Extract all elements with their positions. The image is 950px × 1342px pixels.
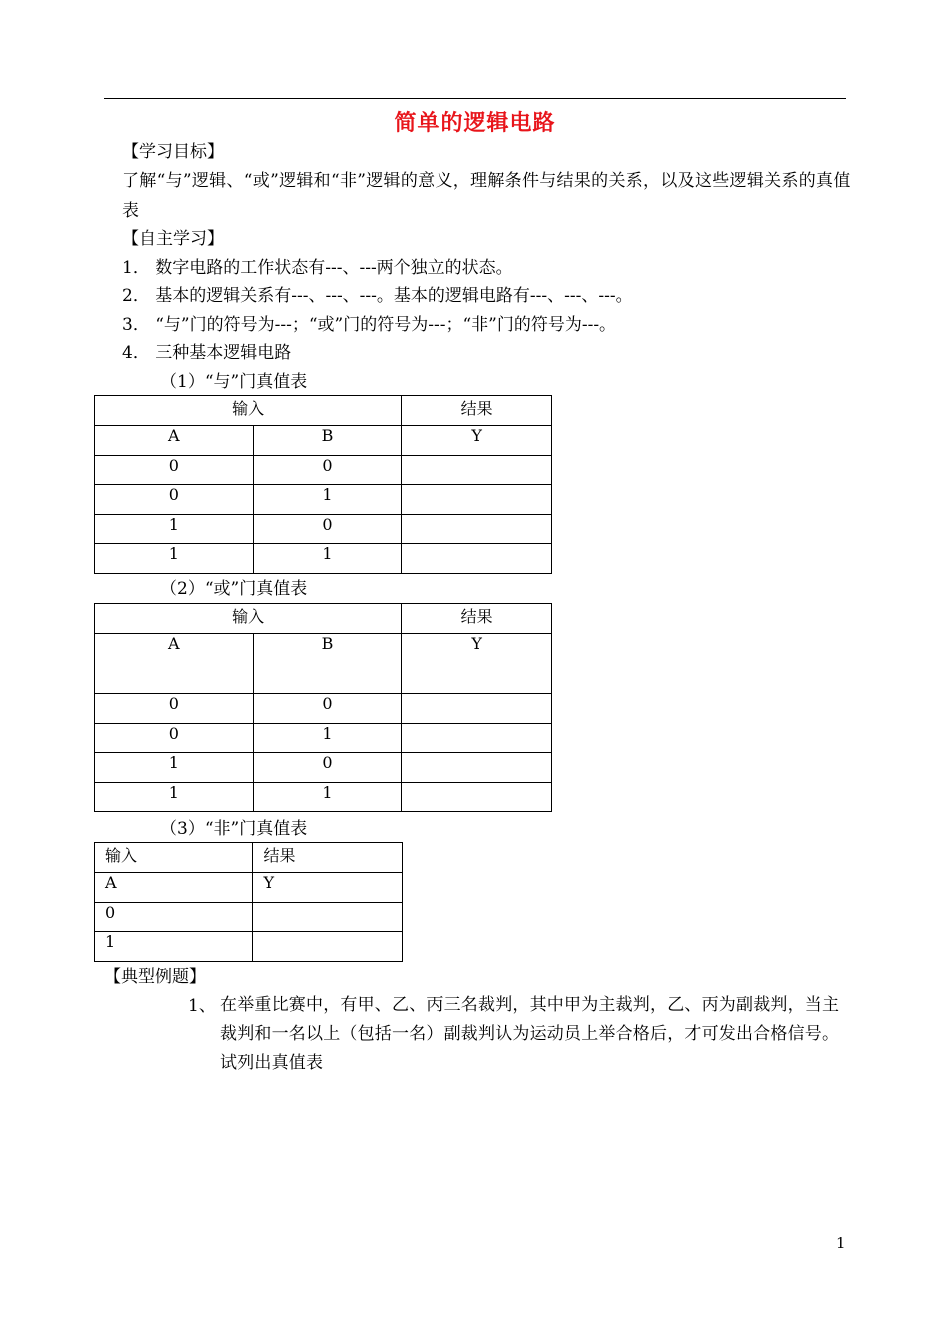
item-1: 1． 数字电路的工作状态有---、---两个独立的状态。 [122, 258, 513, 278]
item-3: 3． “与”门的符号为---；“或”门的符号为---；“非”门的符号为---。 [122, 315, 617, 335]
col-y: Y [402, 426, 552, 456]
table-row [95, 932, 403, 962]
example-heading: 【典型例题】 [104, 967, 206, 987]
cell-a: 0 [95, 456, 254, 485]
cell-b: 1 [253, 724, 402, 753]
result-header: 结果 [253, 843, 403, 873]
cell-y [402, 694, 552, 724]
table-row [95, 783, 552, 812]
result-header: 结果 [402, 396, 552, 426]
cell-y [402, 456, 552, 485]
not-truth-table [94, 842, 403, 962]
cell-a: 0 [95, 485, 254, 515]
table-row [95, 903, 403, 932]
cell-a: 1 [95, 544, 254, 574]
goal-heading: 【学习目标】 [122, 142, 224, 162]
cell-a: 1 [95, 515, 254, 544]
cell-y [402, 515, 552, 544]
table-row [95, 515, 552, 544]
result-header: 结果 [402, 604, 552, 634]
cell-a: 0 [95, 903, 253, 932]
page-title: 简单的逻辑电路 [394, 110, 556, 136]
header-rule [104, 98, 846, 99]
or-table-caption: （2）“或”门真值表 [160, 579, 308, 599]
input-header: 输入 [95, 396, 402, 426]
table-row [95, 485, 552, 515]
table-row [95, 753, 552, 783]
table-row [95, 456, 552, 485]
goal-text: 了解“与”逻辑、“或”逻辑和“非”逻辑的意义，理解条件与结果的关系，以及这些逻辑关系的真值表 [122, 171, 851, 221]
cell-a: 1 [95, 753, 254, 783]
cell-b: 0 [253, 515, 402, 544]
cell-y [402, 753, 552, 783]
cell-b: 1 [253, 485, 402, 515]
cell-a: 1 [95, 932, 253, 962]
col-y: Y [402, 634, 552, 694]
or-truth-table [94, 603, 552, 812]
cell-y [402, 485, 552, 515]
col-a: A [95, 634, 254, 694]
cell-a: 0 [95, 724, 254, 753]
cell-b: 1 [253, 783, 402, 812]
and-table-caption: （1）“与”门真值表 [160, 372, 308, 392]
cell-a: 0 [95, 694, 254, 724]
cell-a: 1 [95, 783, 254, 812]
item-4: 4． 三种基本逻辑电路 [122, 343, 292, 363]
col-a: A [95, 873, 253, 903]
table-row [95, 694, 552, 724]
example-text: 在举重比赛中，有甲、乙、丙三名裁判，其中甲为主裁判，乙、丙为副裁判，当主裁判和一名以上（包括一名）副裁判认为运动员上举合格后，才可发出合格信号。试列出真值表 [220, 995, 840, 1073]
cell-b: 0 [253, 694, 402, 724]
col-b: B [253, 426, 402, 456]
example-number: 1、 [188, 996, 216, 1016]
col-b: B [253, 634, 402, 694]
col-a: A [95, 426, 254, 456]
col-y: Y [253, 873, 403, 903]
page-number: 1 [836, 1234, 846, 1252]
cell-b: 0 [253, 753, 402, 783]
table-row [95, 724, 552, 753]
cell-y [402, 783, 552, 812]
cell-b: 0 [253, 456, 402, 485]
input-header: 输入 [95, 604, 402, 634]
input-header: 输入 [95, 843, 253, 873]
cell-b: 1 [253, 544, 402, 574]
cell-y [402, 724, 552, 753]
self-study-heading: 【自主学习】 [122, 229, 224, 249]
item-2: 2． 基本的逻辑关系有---、---、---。基本的逻辑电路有---、---、---。 [122, 286, 633, 306]
cell-y [253, 903, 403, 932]
table-row [95, 544, 552, 574]
not-table-caption: （3）“非”门真值表 [160, 819, 308, 839]
cell-y [402, 544, 552, 574]
cell-y [253, 932, 403, 962]
and-truth-table [94, 395, 552, 574]
